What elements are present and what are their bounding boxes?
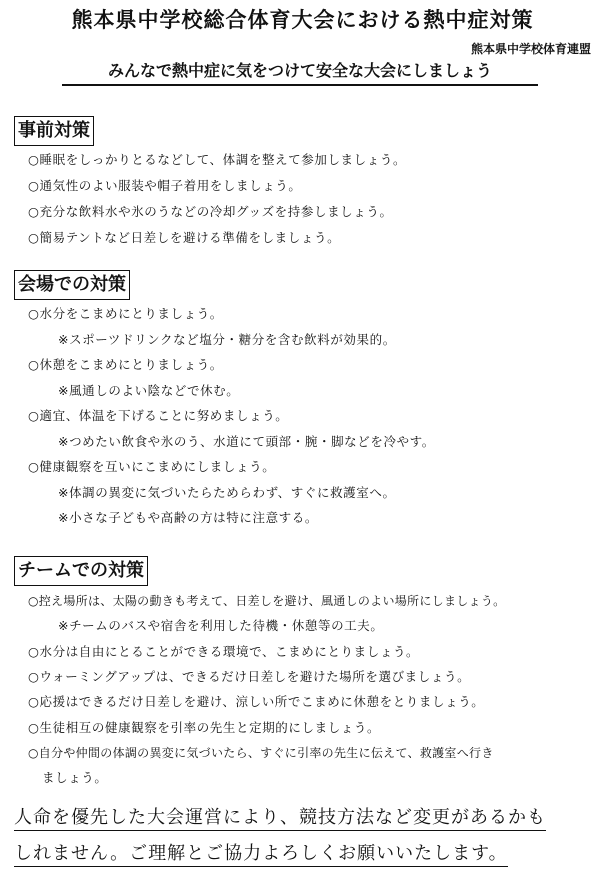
list-item: ○ウォーミングアップは、できるだけ日差しを避けた場所を選びましょう。 (28, 669, 471, 684)
notice (14, 800, 594, 872)
slogan: みんなで熱中症に気をつけて安全な大会にしましょう (62, 58, 538, 86)
notice-text: 人命を優先した大会運営により、競技方法など変更があるかも (14, 807, 546, 831)
list-item: ○通気性のよい服装や帽子着用をしましょう。 (28, 178, 302, 193)
list-item: ○休憩をこまめにとりましょう。 (28, 357, 223, 372)
list-item: ○睡眠をしっかりとるなどして、体調を整えて参加しましょう。 (28, 152, 407, 167)
notice-line (14, 800, 594, 836)
list-item: ○健康観察を互いにこまめにしましょう。 (28, 459, 276, 474)
notice-text: しれません。ご理解とご協力よろしくお願いいたします。 (14, 843, 508, 867)
page-title: 熊本県中学校総合体育大会における熱中症対策 (71, 8, 534, 32)
section-title-team: チームでの対策 (14, 556, 148, 586)
list-note: ※つめたい飲食や氷のう、水道にて頭部・腕・脚などを冷やす。 (58, 434, 435, 449)
organization-name: 熊本県中学校体育連盟 (470, 42, 591, 56)
list-item: ○充分な飲料水や氷のうなどの冷却グッズを持参しましょう。 (28, 204, 393, 219)
list-item: ○控え場所は、太陽の動きも考えて、日差しを避け、風通しのよい場所にしましょう。 (28, 594, 506, 608)
notice-line (14, 836, 594, 872)
list-item: ○応援はできるだけ日差しを避け、涼しい所でこまめに休憩をとりましょう。 (28, 694, 485, 709)
list-item: ○適宜、体温を下げることに努めましょう。 (28, 408, 289, 423)
list-note: ※小さな子どもや高齢の方は特に注意する。 (58, 510, 318, 525)
list-item-continuation: ましょう。 (42, 770, 108, 785)
list-note: ※風通しのよい陰などで休む。 (58, 383, 240, 398)
list-note: ※スポーツドリンクなど塩分・糖分を含む飲料が効果的。 (58, 332, 396, 347)
list-note: ※チームのバスや宿舎を利用した待機・休憩等の工夫。 (58, 618, 384, 633)
section-title-venue: 会場での対策 (14, 270, 130, 300)
list-note: ※体調の異変に気づいたらためらわず、すぐに救護室へ。 (58, 485, 396, 500)
section-title-prevention: 事前対策 (14, 116, 94, 146)
list-item: ○水分は自由にとることができる環境で、こまめにとりましょう。 (28, 644, 420, 659)
list-item: ○水分をこまめにとりましょう。 (28, 306, 223, 321)
list-item: ○簡易テントなど日差しを避ける準備をしましょう。 (28, 230, 341, 245)
list-item: ○生徒相互の健康観察を引率の先生と定期的にしましょう。 (28, 720, 381, 735)
list-item: ○自分や仲間の体調の異変に気づいたら、すぐに引率の先生に伝えて、救護室へ行き (28, 746, 494, 760)
